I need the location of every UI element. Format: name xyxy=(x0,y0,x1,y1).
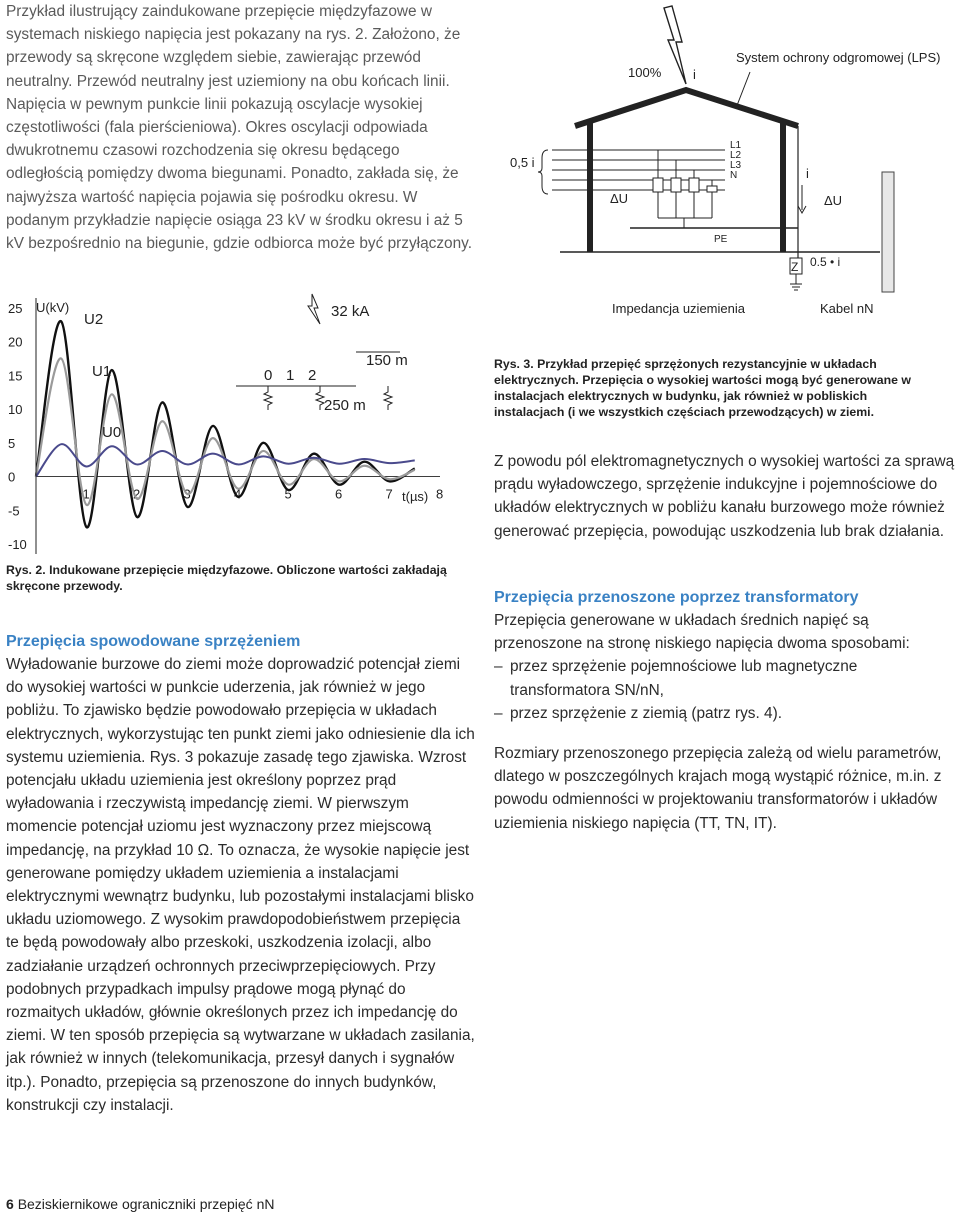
curve-label-u1: U1 xyxy=(92,363,112,380)
y-tick-label: -10 xyxy=(8,537,27,552)
section-transformers xyxy=(494,586,956,725)
line-label-l2: L2 xyxy=(730,150,742,161)
x-tick-label: 7 xyxy=(385,486,393,502)
x-tick-label: 6 xyxy=(335,486,343,502)
section1-heading: Przepięcia spowodowane sprzężeniem xyxy=(6,633,301,650)
intro-text: Przykład ilustrujący zaindukowane przepięcie międzyfazowe w systemach niskiego napięcia jest pokazany na rys. 2. Założono, że przewody są skręcone względem siebie, zawierając przewód neutralny. Przewód neutralny jest uziemiony na obu końcach linii. Napięcia w pewnym punkcie linii pokazują oscylacje wysokiej częstotliwości (fala pierścieniowa). Okres oscylacji odpowiada dwukrotnemu czasowi rozchodzenia się okresu będącego odległością pomiędzy dwoma biegunami. Ponadto, zakłada się, że najwyższa wartość napięcia pojawia się pośrodku okresu. W podanym przykładzie napięcie osiąga 23 kV w środku okresu i aż 5 kV bezpośrednio na biegunie, gdzie odbiorca może być przyłączony. xyxy=(6,3,472,253)
footer-title: Beziskiernikowe ograniczniki przepięć nN xyxy=(17,1196,275,1212)
list-item: – przez sprzężenie z ziemią (patrz rys. 4). xyxy=(494,702,956,725)
pe-label: PE xyxy=(714,234,728,245)
current-i-right: i xyxy=(806,166,809,181)
x-tick-label: 4 xyxy=(234,486,242,502)
y-tick-label: 25 xyxy=(8,301,23,316)
lightning-bolt-icon xyxy=(664,6,686,84)
intro-paragraph xyxy=(6,0,476,255)
transfer-list xyxy=(494,655,956,725)
y-tick-label: -5 xyxy=(8,503,20,519)
y-tick-label: 15 xyxy=(8,368,23,384)
dist-250-label: 250 m xyxy=(324,397,366,414)
figure-3 xyxy=(500,0,960,330)
x-tick-label: 5 xyxy=(284,486,292,502)
line-label-l3: L3 xyxy=(730,160,742,171)
right-column-para1 xyxy=(494,450,956,543)
dist-150-label: 150 m xyxy=(366,352,408,369)
lightning-small-icon xyxy=(308,294,320,324)
fig2-caption xyxy=(6,562,476,594)
fig2-caption-text: Rys. 2. Indukowane przepięcie międzyfazowe. Obliczone wartości zakładają skręcone przewody. xyxy=(6,563,447,593)
half-i-right-label: 0.5 • i xyxy=(810,255,841,269)
fig3-caption-rest: Przepięcia o wysokiej wartości mogą być generowane w instalacjach elektrycznych w budynku, jak również w pobliskich instalacjach (i we wszystkich częściach przewodzących) w ziemi. xyxy=(494,373,911,419)
percent-label: 100% xyxy=(628,65,662,80)
figure-2-chart xyxy=(0,292,470,560)
list-item: – przez sprzężenie pojemnościowe lub magnetyczne transformatora SN/nN, xyxy=(494,655,956,701)
pole-label-0: 0 xyxy=(264,367,273,384)
y-tick-label: 10 xyxy=(8,402,23,418)
page-footer xyxy=(6,1196,274,1212)
ground-resistor-right xyxy=(384,386,392,410)
x-tick-label: 2 xyxy=(133,486,141,502)
series-line-u1 xyxy=(36,358,415,505)
cable-pole xyxy=(882,172,894,292)
x-tick-label: 1 xyxy=(82,486,90,502)
y-unit-label: U(kV) xyxy=(36,300,70,315)
right-para3-text: Rozmiary przenoszonego przepięcia zależą od wielu parametrów, dlatego w poszczególnych krajach mogą wystąpić różnice, m.in. z powodu odmienności w projektowaniu transformatorów i układów uziemienia niskiego napięcia (TT, TN, IT). xyxy=(494,745,942,832)
fig3-caption xyxy=(494,356,930,420)
cable-label: Kabel nN xyxy=(820,301,874,316)
current-i-label: i xyxy=(693,67,696,82)
y-tick-label: 5 xyxy=(8,435,16,451)
ground-resistor-mid xyxy=(316,386,324,410)
line-label-l1: L1 xyxy=(730,140,742,151)
delta-u-left: ΔU xyxy=(610,191,629,206)
pole-label-2: 2 xyxy=(308,367,317,384)
fig3-caption-bold: Rys. 3. Przykład przepięć sprzężonych rezystancyjnie w układach elektrycznych. xyxy=(494,357,877,387)
curve-label-u2: U2 xyxy=(84,311,104,328)
pole-label-1: 1 xyxy=(286,367,295,384)
impedance-label: Impedancja uziemienia xyxy=(612,301,745,316)
brace xyxy=(538,150,548,194)
z-label: Z xyxy=(791,260,799,274)
x-unit-label: t(µs) xyxy=(402,489,429,504)
section1-body: Wyładowanie burzowe do ziemi może doprowadzić potencjał ziemi do wysokiej wartości w punkcie uderzenia, jak również w jego pobliżu. To zjawisko będzie powodowało przepięcia w układach elektrycznych, wykorzystując ten punkt ziemi jako odniesienie dla ich systemu uziemienia. Rys. 3 pokazuje zasadę tego zjawiska. Wzrost potencjału układu uziemienia jest określony poprzez prąd wyładowania i rzeczywistą impedancję ziemi. W pierwszym momencie potencjał uziomu jest wyznaczony przez miejscową impedancję, na przykład 10 Ω. To oznacza, że wysokie napięcie jest generowane pomiędzy układem uziemienia a instalacjami elektrycznymi wewnątrz budynku, lub pozostałymi instalacjami blisko układu uziomowego. Z wysokim prawdopodobieństwem przepięcia te będą powodowały albo przeskoki, uszkodzenia izolacji, albo zadziałanie urządzeń ochronnych przeciwprzepięciowych. Przy podobnych przypadkach impulsy prądowe mogą płynąć do rozmaitych układów, głównie określonych przez ich impedancję do ziemi. W ten sposób przepięcia są wytwarzane w układach zasilania, jak również w innych (telekomunikacja, przesył danych i sygnałów itp.). Ponadto, przepięcia są przenoszone do innych budynków, konstrukcji czy instalacji. xyxy=(6,656,475,1114)
house-roof xyxy=(575,90,798,126)
page-number: 6 xyxy=(6,1196,14,1212)
y-tick-label: 20 xyxy=(8,334,23,350)
delta-u-right: ΔU xyxy=(824,193,843,208)
ground-resistor-left xyxy=(264,386,272,410)
section-coupling xyxy=(6,630,476,1117)
x-tick-label: 8 xyxy=(436,486,444,502)
section2-body: Przepięcia generowane w układach średnich napięć są przenoszone na stronę niskiego napięcia dwoma sposobami: xyxy=(494,612,910,653)
x-tick-label: 3 xyxy=(183,486,191,502)
y-tick-label: 0 xyxy=(8,469,16,485)
current-label: 32 kA xyxy=(331,303,370,320)
lps-leader xyxy=(736,72,750,108)
section2-heading: Przepięcia przenoszone poprzez transformatory xyxy=(494,589,859,606)
half-i-label: 0,5 i xyxy=(510,155,535,170)
lps-label: System ochrony odgromowej (LPS) xyxy=(736,50,941,65)
right-column-para3 xyxy=(494,742,956,835)
right-para1-text: Z powodu pól elektromagnetycznych o wysokiej wartości za sprawą prądu wyładowczego, sprzężenie indukcyjne i pojemnościowe do układów elektrycznych w pobliżu kanału burzowego może również generować przepięcia, powodując uszkodzenia lub brak działania. xyxy=(494,453,955,540)
line-label-n: N xyxy=(730,170,738,181)
curve-label-u0: U0 xyxy=(102,424,122,441)
